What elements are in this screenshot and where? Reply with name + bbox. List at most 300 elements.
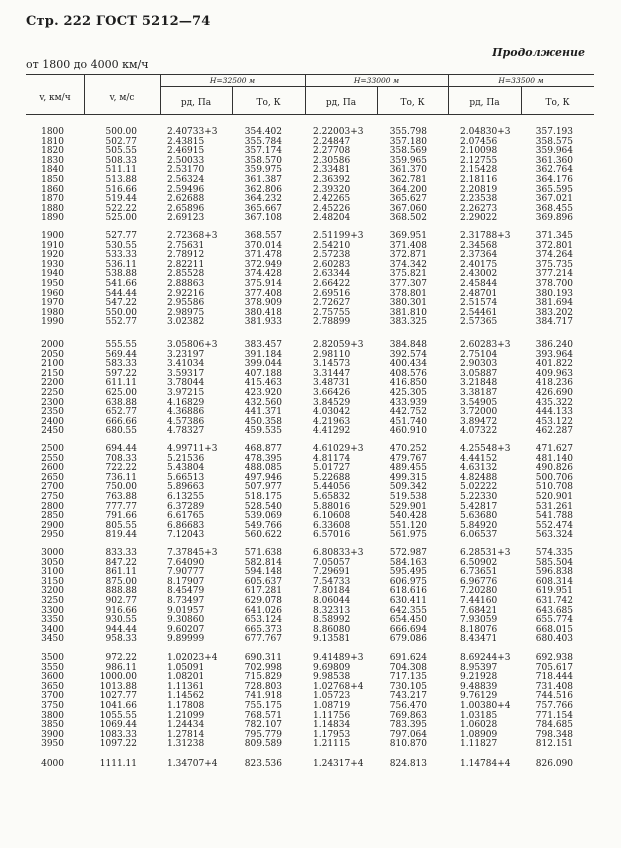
table-cell: 368.502	[389, 213, 427, 224]
table-cell: 2.42265	[313, 194, 351, 205]
table-cell: 409.963	[535, 368, 573, 379]
table-cell: 736.11	[105, 472, 137, 483]
table-cell: 530.55	[105, 240, 137, 251]
table-cell: 380.193	[535, 288, 573, 299]
table-cell: 2.51199+3	[313, 231, 364, 241]
table-cell: 6.37289	[167, 501, 205, 512]
table-cell: 426.690	[535, 388, 573, 398]
table-cell: 694.44	[105, 444, 137, 454]
table-cell: 5.22330	[460, 492, 498, 502]
table-cell: 3.23197	[167, 349, 205, 360]
table-cell: 358.569	[389, 146, 427, 157]
table-cell: 1820	[41, 146, 64, 157]
table-cell: 470.252	[389, 444, 427, 454]
table-cell: 3.02382	[167, 317, 205, 328]
table-cell: 708.33	[105, 453, 137, 464]
table-cell: 2.53170	[167, 165, 205, 176]
table-cell: 4.63132	[460, 463, 498, 474]
table-cell: 1920	[41, 250, 64, 261]
table-cell: 2.46915	[167, 146, 205, 157]
table-cell: 3400	[41, 624, 64, 635]
table-cell: 3.14573	[313, 359, 351, 370]
table-cell: 7.44160	[460, 596, 498, 606]
table-cell: 1.11756	[313, 710, 351, 721]
table-cell: 594.148	[244, 567, 282, 578]
col-header-v-kmh: v, км/ч	[39, 93, 71, 103]
table-cell: 453.122	[535, 416, 573, 427]
table-cell: 9.98538	[313, 672, 351, 683]
table-cell: 861.11	[105, 567, 137, 578]
table-cell: 371.345	[535, 231, 573, 241]
table-cell: 783.395	[389, 720, 427, 731]
table-cell: 629.078	[244, 596, 282, 606]
table-cell: 5.88016	[313, 501, 351, 512]
table-cell: 3600	[41, 672, 64, 683]
table-cell: 1055.55	[99, 710, 137, 721]
table-cell: 9.41489+3	[313, 653, 364, 663]
table-cell: 7.54733	[313, 576, 351, 587]
table-cell: 5.44056	[313, 482, 351, 493]
table-cell: 362.781	[389, 175, 427, 185]
table-cell: 1.24317+4	[313, 759, 364, 769]
table-cell: 479.767	[389, 453, 427, 464]
table-cell: 692.938	[535, 653, 573, 663]
table-cell: 1.34707+4	[167, 759, 218, 769]
table-cell: 680.55	[105, 426, 137, 437]
table-cell: 1111.11	[99, 759, 137, 769]
table-cell: 641.026	[244, 605, 282, 616]
table-cell: 585.504	[535, 557, 573, 568]
col-header-t: Tо, К	[256, 98, 281, 108]
table-cell: 8.95397	[460, 662, 498, 673]
continuation-label: Продолжение	[492, 46, 585, 59]
table-cell: 690.311	[244, 653, 282, 663]
table-cell: 369.951	[389, 231, 427, 241]
table-cell: 666.694	[389, 624, 427, 635]
table-cell: 763.88	[105, 492, 137, 502]
table-cell: 6.06537	[460, 530, 498, 541]
table-cell: 2.82211	[167, 259, 205, 270]
table-cell: 2.26273	[460, 203, 498, 214]
table-cell: 9.01957	[167, 605, 205, 616]
table-cell: 4.03042	[313, 407, 351, 418]
table-cell: 572.987	[389, 548, 427, 558]
table-cell: 8.69244+3	[460, 653, 511, 663]
table-cell: 519.44	[105, 194, 137, 205]
table-cell: 488.085	[244, 463, 282, 474]
table-cell: 3800	[41, 710, 64, 721]
table-cell: 582.814	[244, 557, 282, 568]
table-cell: 7.20280	[460, 586, 498, 597]
table-cell: 529.901	[389, 501, 427, 512]
table-cell: 5.66513	[167, 472, 205, 483]
table-cell: 381.810	[389, 307, 427, 318]
table-cell: 875.00	[105, 576, 137, 587]
table-cell: 6.10608	[313, 511, 351, 522]
table-cell: 560.622	[244, 530, 282, 541]
table-cell: 2.60283	[313, 259, 351, 270]
table-cell: 481.140	[535, 453, 573, 464]
table-cell: 462.287	[535, 426, 573, 437]
table-cell: 377.307	[389, 279, 427, 289]
table-cell: 1840	[41, 165, 64, 176]
table-cell: 468.877	[244, 444, 282, 454]
table-cell: 5.02222	[460, 482, 498, 493]
table-cell: 972.22	[105, 653, 137, 663]
table-cell: 510.708	[535, 482, 573, 493]
table-cell: 365.627	[389, 194, 427, 205]
table-cell: 1980	[41, 307, 64, 318]
table-cell: 2550	[41, 453, 64, 464]
table-cell: 704.308	[389, 662, 427, 673]
table-cell: 4.41292	[313, 426, 351, 437]
table-cell: 399.044	[244, 359, 282, 370]
table-cell: 2.43815	[167, 136, 205, 147]
table-cell: 2850	[41, 511, 64, 522]
table-cell: 386.240	[535, 340, 573, 350]
table-cell: 502.77	[105, 136, 137, 147]
table-cell: 460.910	[389, 426, 427, 437]
table-cell: 3.97215	[167, 388, 205, 398]
table-cell: 415.463	[244, 378, 282, 389]
table-cell: 5.84920	[460, 520, 498, 531]
table-cell: 416.850	[389, 378, 427, 389]
table-cell: 583.33	[105, 359, 137, 370]
table-cell: 986.11	[105, 662, 137, 673]
table-cell: 408.576	[389, 368, 427, 379]
table-cell: 2.18116	[460, 175, 498, 185]
table-cell: 3450	[41, 634, 64, 645]
table-cell: 551.120	[389, 520, 427, 531]
table-cell: 2.54461	[460, 307, 498, 318]
table-cell: 2.33481	[313, 165, 351, 176]
table-cell: 2.23538	[460, 194, 498, 205]
table-cell: 2.95586	[167, 298, 205, 309]
table-cell: 1.05091	[167, 662, 205, 673]
table-cell: 380.301	[389, 298, 427, 309]
table-cell: 2.72627	[313, 298, 351, 309]
table-cell: 2150	[41, 368, 64, 379]
table-cell: 3.89472	[460, 416, 498, 427]
table-cell: 362.806	[244, 184, 282, 195]
table-cell: 2.57238	[313, 250, 351, 261]
table-cell: 5.42817	[460, 501, 498, 512]
table-cell: 500.00	[105, 127, 137, 137]
table-cell: 531.261	[535, 501, 573, 512]
table-cell: 1.03185	[460, 710, 498, 721]
table-cell: 5.22688	[313, 472, 351, 483]
table-cell: 6.96776	[460, 576, 498, 587]
table-cell: 1.14562	[167, 691, 205, 702]
table-cell: 741.918	[244, 691, 282, 702]
table-cell: 3.78044	[167, 378, 205, 389]
table-cell: 364.200	[389, 184, 427, 195]
table-cell: 769.863	[389, 710, 427, 721]
table-cell: 795.779	[244, 729, 282, 740]
table-cell: 5.01727	[313, 463, 351, 474]
table-cell: 7.80184	[313, 586, 351, 597]
table-cell: 2.29022	[460, 213, 498, 224]
table-cell: 361.360	[535, 155, 573, 166]
table-cell: 5.43804	[167, 463, 205, 474]
table-cell: 569.44	[105, 349, 137, 360]
table-cell: 1.06028	[460, 720, 498, 731]
table-cell: 643.685	[535, 605, 573, 616]
table-cell: 744.516	[535, 691, 573, 702]
table-cell: 9.21928	[460, 672, 498, 683]
table-cell: 584.163	[389, 557, 427, 568]
table-cell: 3100	[41, 567, 64, 578]
table-cell: 3.21848	[460, 378, 498, 389]
table-cell: 771.154	[535, 710, 573, 721]
table-cell: 3900	[41, 729, 64, 740]
table-cell: 381.694	[535, 298, 573, 309]
table-cell: 1850	[41, 175, 64, 185]
table-cell: 1027.77	[99, 691, 137, 702]
table-cell: 359.964	[535, 146, 573, 157]
table-cell: 1.31238	[167, 739, 205, 750]
table-cell: 3.59317	[167, 368, 205, 379]
table-cell: 1930	[41, 259, 64, 270]
col-header-t: Tо, К	[545, 98, 570, 108]
table-cell: 1.08201	[167, 672, 205, 683]
table-cell: 4.57386	[167, 416, 205, 427]
table-cell: 757.766	[535, 701, 573, 711]
table-cell: 595.495	[389, 567, 427, 578]
table-cell: 500.706	[535, 472, 573, 483]
table-cell: 7.12043	[167, 530, 205, 541]
table-cell: 3700	[41, 691, 64, 702]
table-cell: 9.69809	[313, 662, 351, 673]
table-cell: 451.740	[389, 416, 427, 427]
table-cell: 507.977	[244, 482, 282, 493]
table-cell: 2.50033	[167, 155, 205, 166]
table-cell: 1960	[41, 288, 64, 299]
table-cell: 7.05057	[313, 557, 351, 568]
table-cell: 6.57016	[313, 530, 351, 541]
table-cell: 2.48204	[313, 213, 351, 224]
table-cell: 539.069	[244, 511, 282, 522]
table-cell: 665.373	[244, 624, 282, 635]
table-cell: 1.21099	[167, 710, 205, 721]
table-cell: 1970	[41, 298, 64, 309]
table-cell: 4000	[41, 759, 64, 769]
table-cell: 540.428	[389, 511, 427, 522]
table-cell: 367.108	[244, 213, 282, 224]
table-cell: 7.29691	[313, 567, 351, 578]
table-cell: 6.86683	[167, 520, 205, 531]
table-cell: 2.92216	[167, 288, 205, 299]
table-cell: 552.474	[535, 520, 573, 531]
table-cell: 478.395	[244, 453, 282, 464]
table-cell: 5.21536	[167, 453, 205, 464]
table-cell: 4.61029+3	[313, 444, 364, 454]
table-cell: 1950	[41, 279, 64, 289]
table-cell: 1.08719	[313, 701, 351, 711]
table-cell: 384.717	[535, 317, 573, 328]
table-cell: 2.59496	[167, 184, 205, 195]
group-header-33500: H=33500 м	[498, 76, 544, 85]
table-cell: 2050	[41, 349, 64, 360]
table-cell: 812.151	[535, 739, 573, 750]
table-cell: 432.560	[244, 397, 282, 408]
table-cell: 357.174	[244, 146, 282, 157]
table-cell: 611.11	[105, 378, 137, 389]
table-cell: 364.176	[535, 175, 573, 185]
group-header-33000: H=33000 м	[353, 76, 400, 85]
table-cell: 538.88	[105, 269, 137, 280]
table-cell: 823.536	[244, 759, 282, 769]
table-cell: 3500	[41, 653, 64, 663]
table-cell: 9.60207	[167, 624, 205, 635]
table-cell: 519.538	[389, 492, 427, 502]
table-cell: 791.66	[105, 511, 137, 522]
table-cell: 435.322	[535, 397, 573, 408]
table-cell: 677.767	[244, 634, 282, 645]
table-cell: 2.90303	[460, 359, 498, 370]
table-cell: 1013.88	[99, 681, 137, 692]
table-cell: 2.57365	[460, 317, 498, 328]
table-cell: 8.18076	[460, 624, 498, 635]
table-cell: 7.64090	[167, 557, 205, 568]
table-cell: 9.30860	[167, 615, 205, 626]
table-cell: 9.76129	[460, 691, 498, 702]
table-cell: 378.909	[244, 298, 282, 309]
table-cell: 359.965	[389, 155, 427, 166]
table-cell: 3.84529	[313, 397, 351, 408]
table-cell: 1940	[41, 269, 64, 280]
table-cell: 596.838	[535, 567, 573, 578]
table-cell: 528.540	[244, 501, 282, 512]
table-cell: 718.444	[535, 672, 573, 683]
table-cell: 2250	[41, 388, 64, 398]
table-cell: 370.014	[244, 240, 282, 251]
table-cell: 1.24434	[167, 720, 205, 731]
table-cell: 6.73651	[460, 567, 498, 578]
table-cell: 5.65832	[313, 492, 351, 502]
table-cell: 805.55	[105, 520, 137, 531]
table-cell: 7.37845+3	[167, 548, 218, 558]
table-cell: 2.75755	[313, 307, 351, 318]
table-cell: 1083.33	[99, 729, 137, 740]
table-cell: 2.98110	[313, 349, 351, 360]
table-cell: 4.44152	[460, 453, 498, 464]
table-cell: 383.457	[244, 340, 282, 350]
table-cell: 3550	[41, 662, 64, 673]
table-cell: 8.32313	[313, 605, 351, 616]
table-cell: 2.72368+3	[167, 231, 218, 241]
table-cell: 372.949	[244, 259, 282, 270]
table-cell: 380.418	[244, 307, 282, 318]
table-cell: 357.180	[389, 136, 427, 147]
table-cell: 606.975	[389, 576, 427, 587]
table-cell: 3350	[41, 615, 64, 626]
table-cell: 561.975	[389, 530, 427, 541]
table-cell: 2.36392	[313, 175, 351, 185]
table-cell: 7.90777	[167, 567, 205, 578]
table-cell: 2.24847	[313, 136, 351, 147]
table-cell: 2.88863	[167, 279, 205, 289]
table-cell: 513.88	[105, 175, 137, 185]
table-cell: 798.348	[535, 729, 573, 740]
table-cell: 1910	[41, 240, 64, 251]
table-cell: 8.58992	[313, 615, 351, 626]
speed-range-label: от 1800 до 4000 км/ч	[26, 58, 149, 71]
table-cell: 3.48731	[313, 378, 351, 389]
table-cell: 381.933	[244, 317, 282, 328]
table-cell: 527.77	[105, 231, 137, 241]
table-cell: 2.40175	[460, 259, 498, 270]
table-cell: 6.80833+3	[313, 548, 364, 558]
table-cell: 1069.44	[99, 720, 137, 731]
table-cell: 782.107	[244, 720, 282, 731]
table-cell: 511.11	[105, 165, 137, 176]
table-cell: 1.11827	[460, 739, 498, 750]
table-cell: 755.175	[244, 701, 282, 711]
table-cell: 400.434	[389, 359, 427, 370]
table-cell: 450.358	[244, 416, 282, 427]
table-cell: 619.951	[535, 586, 573, 597]
table-cell: 756.470	[389, 701, 427, 711]
table-cell: 631.742	[535, 596, 573, 606]
table-cell: 2.56324	[167, 175, 205, 185]
table-cell: 1.11361	[167, 681, 205, 692]
table-cell: 471.627	[535, 444, 573, 454]
table-cell: 407.188	[244, 368, 282, 379]
table-cell: 1830	[41, 155, 64, 166]
table-cell: 2.07456	[460, 136, 498, 147]
table-cell: 1.17953	[313, 729, 351, 740]
table-cell: 2.63344	[313, 269, 351, 280]
table-cell: 1.02768+4	[313, 681, 364, 692]
table-cell: 2.15428	[460, 165, 498, 176]
table-cell: 916.66	[105, 605, 137, 616]
col-header-p: pд, Па	[180, 98, 212, 108]
table-cell: 2.78899	[313, 317, 351, 328]
table-cell: 375.914	[244, 279, 282, 289]
table-cell: 516.66	[105, 184, 137, 195]
table-cell: 2.60283+3	[460, 340, 511, 350]
table-cell: 4.82488	[460, 472, 498, 483]
table-cell: 8.17907	[167, 576, 205, 587]
table-cell: 358.570	[244, 155, 282, 166]
table-cell: 367.021	[535, 194, 573, 205]
table-cell: 1097.22	[99, 739, 137, 750]
table-cell: 367.060	[389, 203, 427, 214]
table-cell: 2.69123	[167, 213, 205, 224]
table-cell: 2200	[41, 378, 64, 389]
table-cell: 423.920	[244, 388, 282, 398]
table-cell: 571.638	[244, 548, 282, 558]
table-cell: 2650	[41, 472, 64, 483]
table-cell: 2750	[41, 492, 64, 502]
table-cell: 642.355	[389, 605, 427, 616]
table-cell: 597.22	[105, 368, 137, 379]
table-cell: 378.700	[535, 279, 573, 289]
table-cell: 2100	[41, 359, 64, 370]
table-cell: 358.575	[535, 136, 573, 147]
table-cell: 1.14834	[313, 720, 351, 731]
table-cell: 377.214	[535, 269, 573, 280]
table-cell: 715.829	[244, 672, 282, 683]
table-cell: 2.65896	[167, 203, 205, 214]
table-cell: 364.232	[244, 194, 282, 205]
table-cell: 2.54210	[313, 240, 351, 251]
table-cell: 2900	[41, 520, 64, 531]
table-cell: 509.342	[389, 482, 427, 493]
table-cell: 2.85528	[167, 269, 205, 280]
table-cell: 2.51574	[460, 298, 498, 309]
